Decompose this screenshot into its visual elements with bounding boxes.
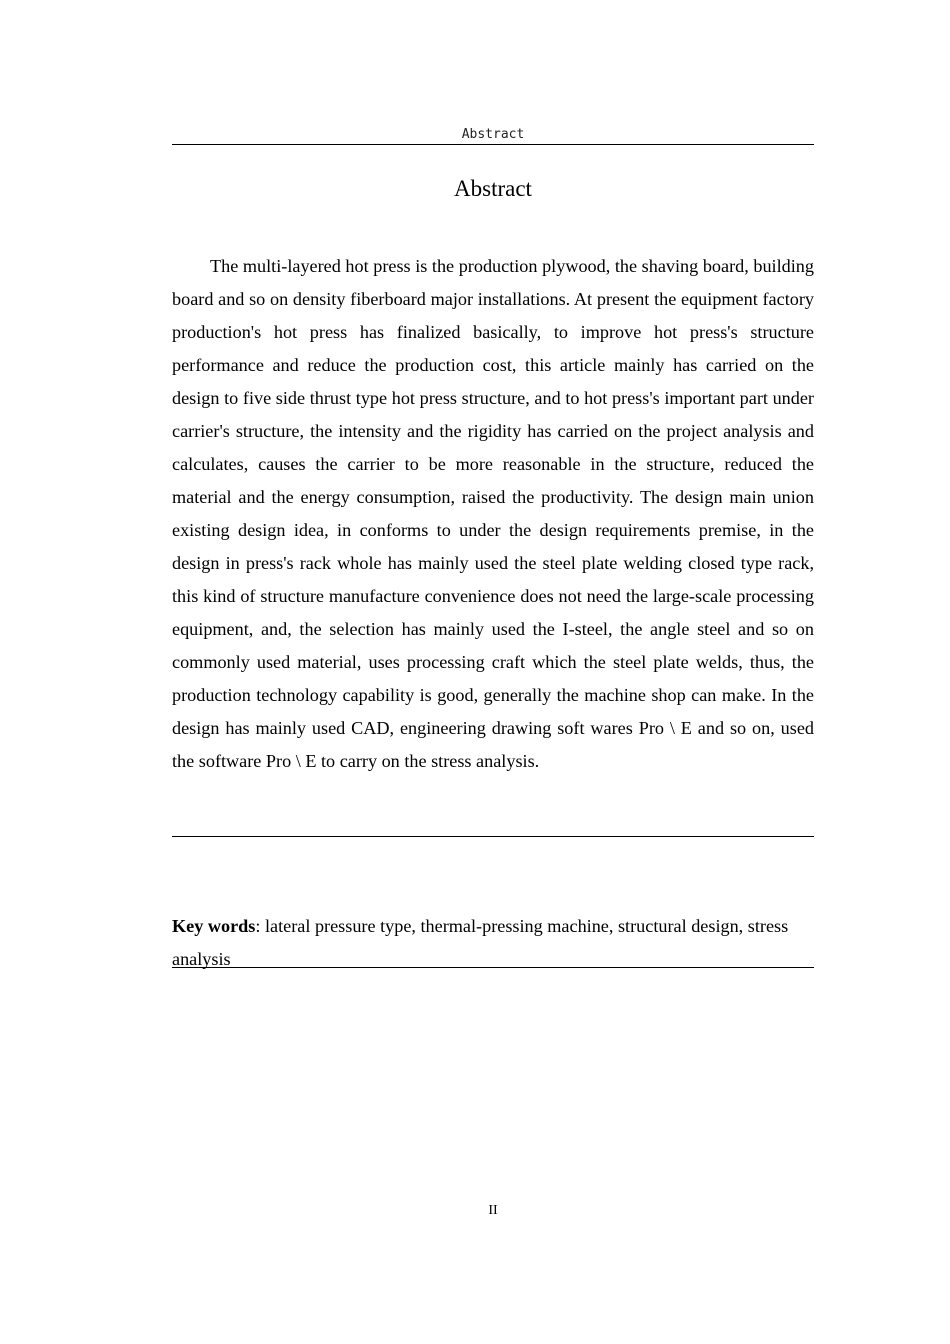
abstract-heading: Abstract [454, 176, 532, 201]
running-header [172, 126, 814, 145]
running-header-title: Abstract [461, 127, 525, 142]
keywords-label: Key words [172, 916, 256, 936]
abstract-divider [172, 836, 814, 837]
keywords-underline [172, 967, 814, 968]
abstract-body: The multi-layered hot press is the production plywood, the shaving board, building board and so on density fiberboard major installations. At present the equipment factory production's hot press has finalized basically, to improve hot press's structure performance and reduce the production cost, this article mainly has carried on the design to five side thrust type hot press structure, and to hot press's important part under carrier's structure, the intensity and the rigidity has carried on the project analysis and calculates, causes the carrier to be more reasonable in the structure, reduced the material and the energy consumption, raised the productivity. The design main union existing design idea, in conforms to under the design requirements premise, in the design in press's rack whole has mainly used the steel plate welding closed type rack, this kind of structure manufacture convenience does not need the large-scale processing equipment, and, the selection has mainly used the I-steel, the angle steel and so on commonly used material, uses processing craft which the steel plate welds, thus, the production technology capability is good, generally the machine shop can make. In the design has mainly used CAD, engineering drawing soft wares Pro \ E and so on, used the software Pro \ E to carry on the stress analysis. [172, 256, 814, 771]
keywords-text: lateral pressure type, thermal-pressing machine, structural design, stress analysis [172, 916, 789, 969]
page-number: II [488, 1203, 498, 1218]
keywords-separator: : [255, 916, 265, 936]
